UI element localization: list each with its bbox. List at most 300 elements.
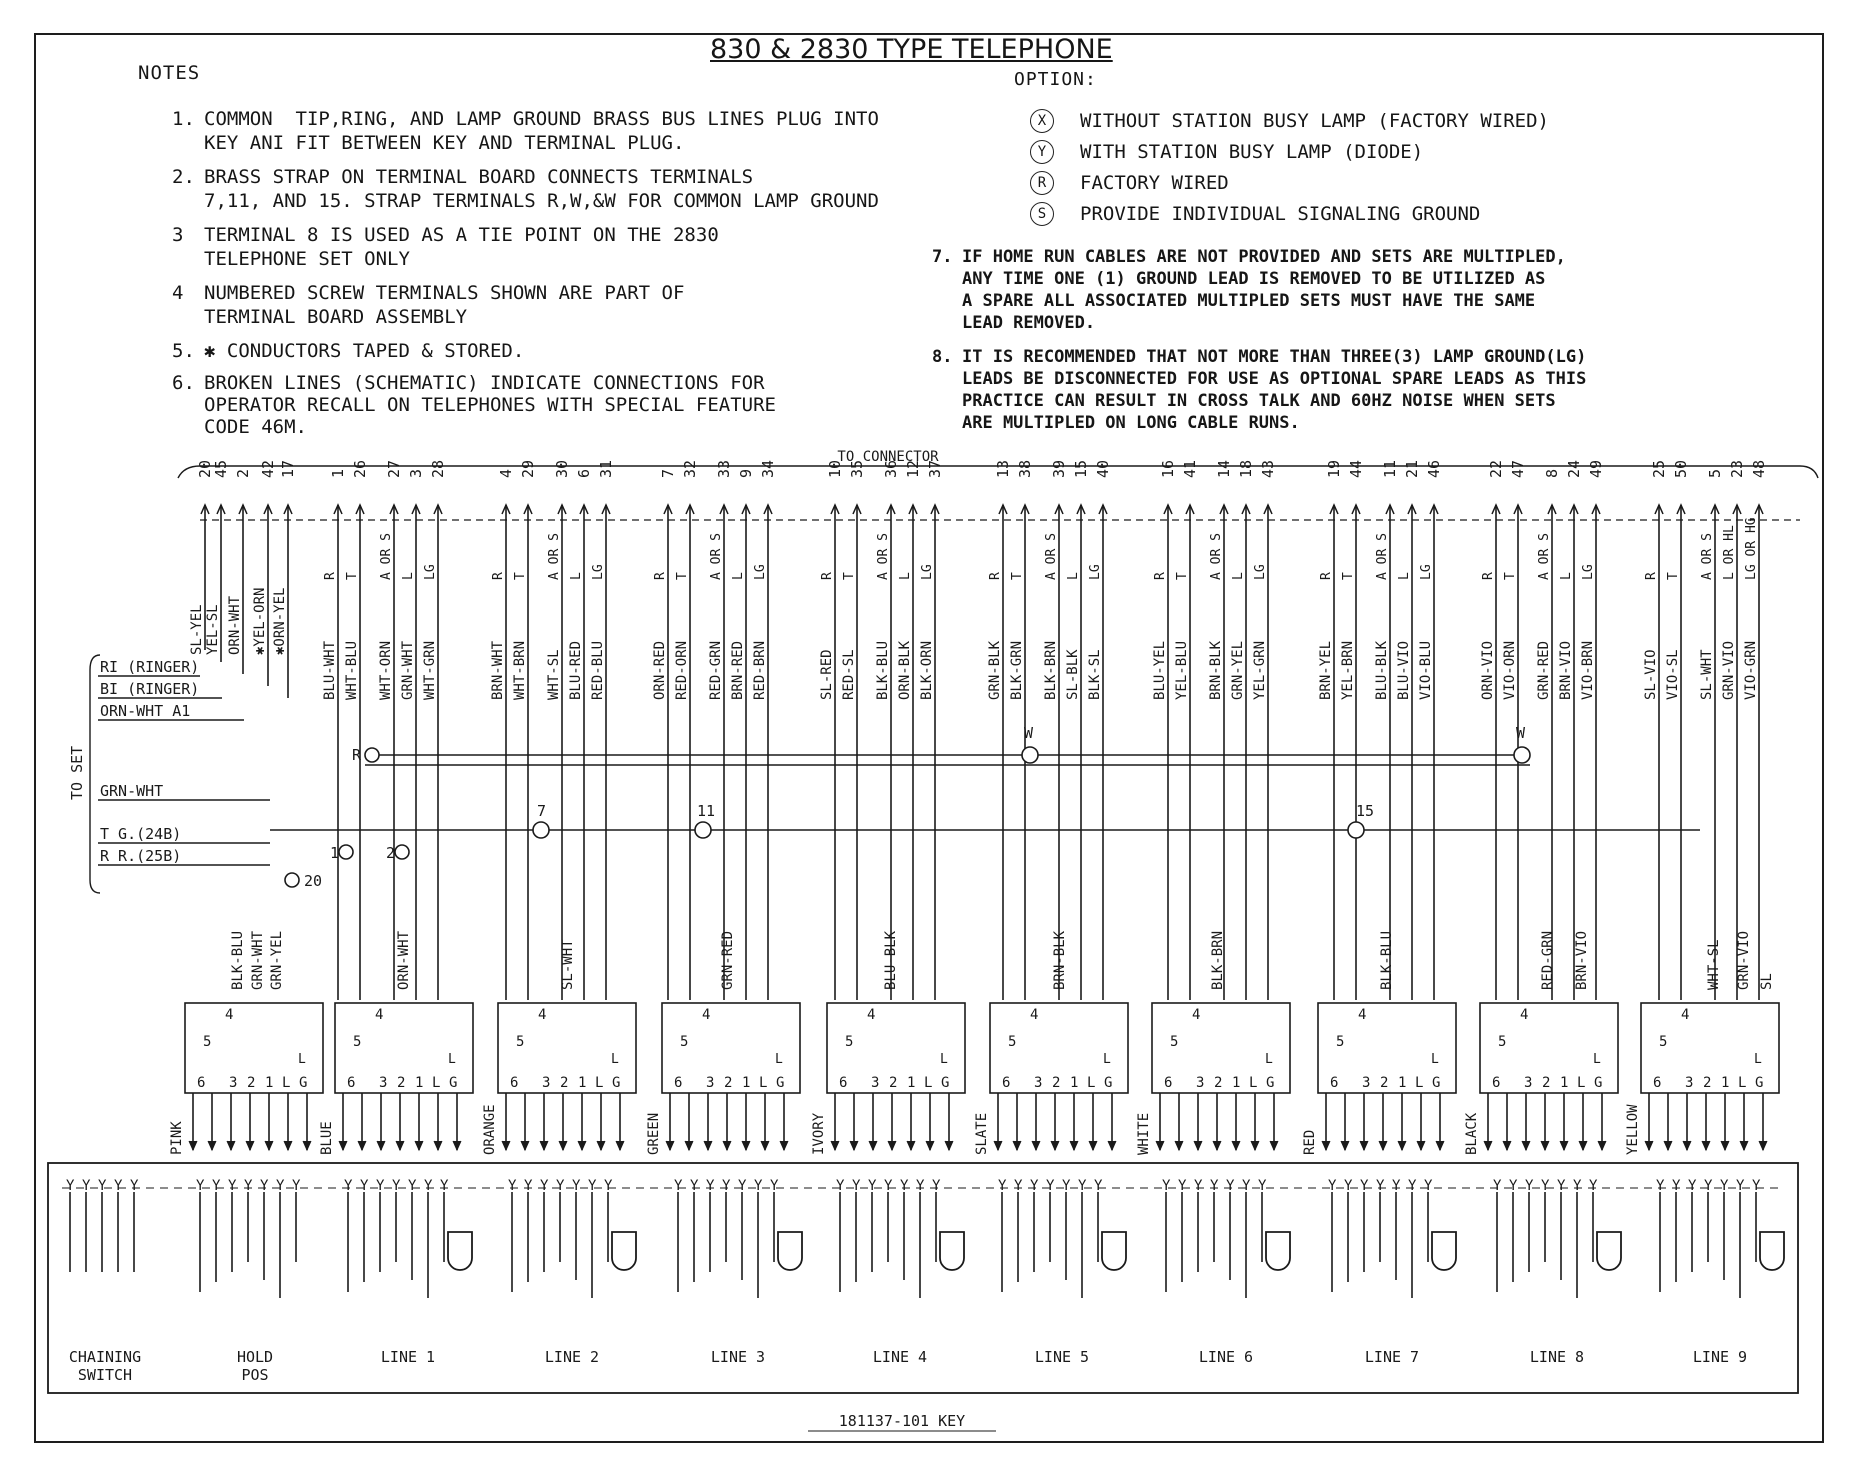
block-terminal-label: G	[612, 1075, 621, 1091]
block-terminal-label: G	[1432, 1075, 1441, 1091]
option-text: WITH STATION BUSY LAMP (DIODE)	[1080, 141, 1424, 163]
block-terminal-label: L	[282, 1075, 291, 1091]
wire-color-label: ORN-WHT	[227, 595, 243, 655]
block-terminal-label: 6	[674, 1075, 683, 1091]
connector-pin-number: 40	[1094, 459, 1112, 478]
block-terminal-label: 1	[578, 1075, 587, 1091]
arrow-down-icon	[1436, 1141, 1444, 1150]
block-terminal-label: 6	[1330, 1075, 1339, 1091]
connector-pin-number: 38	[1016, 459, 1034, 478]
key-contact-icon: Y	[98, 1178, 107, 1194]
key-contact-icon: Y	[1178, 1178, 1187, 1194]
connector-pin-number: 26	[351, 459, 369, 478]
arrow-down-icon	[994, 1141, 1002, 1150]
wire-color-label: RED-SL	[841, 649, 857, 700]
block-terminal-label: 6	[197, 1075, 206, 1091]
key-contact-icon: Y	[1541, 1178, 1550, 1194]
lead-function-label: T	[675, 572, 690, 580]
key-contact-icon: Y	[292, 1178, 301, 1194]
arrow-down-icon	[1360, 1141, 1368, 1150]
wire-color-label: BLU-YEL	[1152, 640, 1168, 700]
wire-color-label: VIO-BRN	[1580, 640, 1596, 700]
option-symbol: X	[1030, 109, 1054, 133]
key-position-label: LINE 1	[380, 1348, 436, 1366]
set-lead-label: GRN-WHT	[100, 782, 164, 800]
lead-function-label: R	[491, 572, 506, 580]
lead-function-label: T	[513, 572, 528, 580]
connector-pin-number: 6	[575, 468, 593, 478]
wire-color-label: RED-ORN	[674, 640, 690, 700]
connector-pin-number: 10	[826, 459, 844, 478]
connector-pin-number: 16	[1159, 459, 1177, 478]
arrow-down-icon	[559, 1141, 567, 1150]
arrow-down-icon	[1108, 1141, 1116, 1150]
key-contact-icon: Y	[1376, 1178, 1385, 1194]
lamp-icon	[1597, 1232, 1621, 1270]
lead-function-label: T	[842, 572, 857, 580]
lead-function-label: R	[1481, 572, 1496, 580]
note-line: OPERATOR RECALL ON TELEPHONES WITH SPECIAL FEATURE	[204, 394, 776, 416]
lead-function-label: A OR S	[1044, 533, 1059, 580]
block-terminal-label: 2	[247, 1075, 256, 1091]
arrow-down-icon	[597, 1141, 605, 1150]
block-terminal-l: L	[1754, 1052, 1762, 1067]
arrow-down-icon	[1598, 1141, 1606, 1150]
block-terminal-label: 6	[347, 1075, 356, 1091]
block-terminal-label: L	[1415, 1075, 1424, 1091]
key-contact-icon: Y	[1094, 1178, 1103, 1194]
wire-color-label: YEL-BLU	[1174, 640, 1190, 700]
wire-color-label: WHT-BRN	[512, 640, 528, 700]
lead-function-label: A OR S	[1537, 533, 1552, 580]
wire-color-label: WHT-ORN	[378, 640, 394, 700]
lower-wire-label: BLU-BLK	[883, 930, 899, 990]
block-terminal-label: 2	[724, 1075, 733, 1091]
arrow-down-icon	[1740, 1141, 1748, 1150]
arrow-down-icon	[578, 1141, 586, 1150]
lead-function-label: L	[1397, 572, 1412, 580]
connector-pin-number: 49	[1587, 459, 1605, 478]
key-contact-icon: Y	[1573, 1178, 1582, 1194]
note-number: 8.	[932, 347, 953, 367]
arrow-down-icon	[1270, 1141, 1278, 1150]
connector-pin-number: 13	[994, 459, 1012, 478]
lead-function-label: T	[1503, 572, 1518, 580]
block-terminal-label: 1	[1398, 1075, 1407, 1091]
key-contact-icon: Y	[244, 1178, 253, 1194]
block-terminal-label: L	[595, 1075, 604, 1091]
arrow-down-icon	[1379, 1141, 1387, 1150]
connector-pin-number: 35	[848, 459, 866, 478]
arrow-down-icon	[704, 1141, 712, 1150]
note-line: LEADS BE DISCONNECTED FOR USE AS OPTIONAL SPARE LEADS AS THIS	[962, 369, 1587, 389]
wire-color-label: GRN-RED	[1536, 640, 1552, 700]
block-terminal-label: G	[1755, 1075, 1764, 1091]
lead-function-label: L	[1559, 572, 1574, 580]
key-contact-icon: Y	[1736, 1178, 1745, 1194]
key-contact-icon: Y	[1162, 1178, 1171, 1194]
connector-pin-number: 12	[904, 459, 922, 478]
connector-pin-number: 44	[1347, 459, 1365, 478]
arrow-down-icon	[540, 1141, 548, 1150]
key-position-label: CHAINING	[68, 1348, 142, 1366]
lead-function-label: T	[1010, 572, 1025, 580]
connector-pin-number: 25	[1650, 459, 1668, 478]
key-contact-icon: Y	[674, 1178, 683, 1194]
wire-color-label: SL-YEL	[189, 604, 205, 655]
wire-color-label: YEL-BRN	[1340, 640, 1356, 700]
arrow-down-icon	[1232, 1141, 1240, 1150]
lead-function-label: LG	[753, 564, 768, 580]
connector-pin-number: 30	[553, 459, 571, 478]
block-terminal-4: 4	[702, 1007, 711, 1023]
block-terminal-label: 1	[265, 1075, 274, 1091]
note-number: 7.	[932, 247, 953, 267]
block-terminal-label: 6	[1002, 1075, 1011, 1091]
block-terminal-label: 6	[839, 1075, 848, 1091]
block-color-label: ORANGE	[482, 1104, 498, 1155]
connector-pin-number: 19	[1325, 459, 1343, 478]
block-terminal-5: 5	[680, 1034, 689, 1050]
lower-wire-label: GRN-YEL	[269, 930, 285, 990]
wire-color-label: BRN-BLK	[1208, 640, 1224, 700]
wire-color-label: GRN-VIO	[1721, 640, 1737, 700]
lower-wire-label: BRN-BLK	[1052, 930, 1068, 990]
lamp-icon	[612, 1232, 636, 1270]
key-contact-icon: Y	[260, 1178, 269, 1194]
lead-function-label: A OR S	[1209, 533, 1224, 580]
lead-function-label: LG	[1581, 564, 1596, 580]
terminal-7-label: 7	[537, 802, 547, 820]
connector-pin-number: 18	[1237, 459, 1255, 478]
connector-pin-number: 17	[279, 459, 297, 478]
arrow-down-icon	[1560, 1141, 1568, 1150]
block-terminal-l: L	[775, 1052, 783, 1067]
block-terminal-label: G	[941, 1075, 950, 1091]
note-line: A SPARE ALL ASSOCIATED MULTIPLED SETS MUST HAVE THE SAME	[962, 291, 1536, 311]
lead-function-label: R	[1153, 572, 1168, 580]
wire-color-label: BLU-WHT	[322, 640, 338, 700]
block-terminal-label: 6	[1164, 1075, 1173, 1091]
block-color-label: PINK	[169, 1121, 185, 1155]
terminal-1	[339, 845, 353, 859]
wire-color-label: YEL-GRN	[1252, 640, 1268, 700]
arrow-down-icon	[358, 1141, 366, 1150]
connector-pin-number: 37	[926, 459, 944, 478]
lead-function-label: R	[820, 572, 835, 580]
arrow-down-icon	[1322, 1141, 1330, 1150]
key-contact-icon: Y	[1752, 1178, 1761, 1194]
lead-function-label: R	[1319, 572, 1334, 580]
wire-color-label: ORN-BLK	[897, 640, 913, 700]
block-terminal-4: 4	[538, 1007, 547, 1023]
arrow-down-icon	[1032, 1141, 1040, 1150]
arrow-down-icon	[303, 1141, 311, 1150]
wire-color-label: VIO-SL	[1665, 649, 1681, 700]
block-terminal-label: 1	[907, 1075, 916, 1091]
wire-color-label: RED-BRN	[752, 640, 768, 700]
connector-pin-number: 41	[1181, 459, 1199, 478]
key-contact-icon: Y	[196, 1178, 205, 1194]
lower-wire-label: SL	[1759, 973, 1775, 990]
arrow-down-icon	[377, 1141, 385, 1150]
arrow-down-icon	[780, 1141, 788, 1150]
lower-wire-label: SL-WHT	[560, 939, 576, 990]
key-contact-icon: Y	[1525, 1178, 1534, 1194]
lead-function-label: L	[731, 572, 746, 580]
key-position-label: LINE 8	[1529, 1348, 1585, 1366]
terminal-w	[1022, 747, 1038, 763]
arrow-down-icon	[1213, 1141, 1221, 1150]
key-contact-icon: Y	[1226, 1178, 1235, 1194]
option-text: WITHOUT STATION BUSY LAMP (FACTORY WIRED)	[1080, 110, 1549, 132]
key-position-label: POS	[241, 1366, 269, 1384]
arrow-down-icon	[616, 1141, 624, 1150]
block-color-label: RED	[1302, 1129, 1318, 1155]
wire-color-label: SL-RED	[819, 649, 835, 700]
block-terminal-5: 5	[1659, 1034, 1668, 1050]
block-terminal-l: L	[1431, 1052, 1439, 1067]
terminal-1-label: 1	[330, 844, 340, 862]
lead-function-label: LG	[423, 564, 438, 580]
terminal-w-label: W	[1516, 724, 1526, 742]
block-terminal-l: L	[448, 1052, 456, 1067]
arrow-down-icon	[742, 1141, 750, 1150]
key-contact-icon: Y	[1424, 1178, 1433, 1194]
lead-function-label: L OR HL	[1722, 525, 1737, 580]
block-terminal-label: G	[299, 1075, 308, 1091]
lead-function-label: L	[1231, 572, 1246, 580]
arrow-down-icon	[453, 1141, 461, 1150]
wire-color-label: GRN-BLK	[987, 640, 1003, 700]
wire-color-label: BLK-SL	[1087, 649, 1103, 700]
wire-color-label: ORN-RED	[652, 640, 668, 700]
wire-color-label: VIO-ORN	[1502, 640, 1518, 700]
arrow-down-icon	[434, 1141, 442, 1150]
key-contact-icon: Y	[344, 1178, 353, 1194]
key-contact-icon: Y	[1408, 1178, 1417, 1194]
arrow-down-icon	[888, 1141, 896, 1150]
lower-wire-label: BRN-VIO	[1574, 930, 1590, 990]
arrow-down-icon	[723, 1141, 731, 1150]
block-terminal-label: 6	[1492, 1075, 1501, 1091]
key-contact-icon: Y	[1720, 1178, 1729, 1194]
key-contact-icon: Y	[754, 1178, 763, 1194]
block-terminal-l: L	[1593, 1052, 1601, 1067]
connector-pin-number: 24	[1565, 459, 1583, 478]
wire-color-label: YEL-SL	[205, 604, 221, 655]
block-terminal-label: L	[1577, 1075, 1586, 1091]
block-terminal-label: G	[1594, 1075, 1603, 1091]
block-terminal-label: L	[924, 1075, 933, 1091]
option-symbol: Y	[1030, 140, 1054, 164]
connector-pin-number: 21	[1403, 459, 1421, 478]
key-contact-icon: Y	[360, 1178, 369, 1194]
lower-wire-label: BLK-BLU	[230, 930, 246, 990]
block-terminal-label: L	[1249, 1075, 1258, 1091]
option-symbol: S	[1030, 202, 1054, 226]
arrow-down-icon	[831, 1141, 839, 1150]
connector-pin-number: 1	[329, 468, 347, 478]
wire-color-label: BRN-WHT	[490, 640, 506, 700]
connector-pin-number: 27	[385, 459, 403, 478]
terminal-r	[365, 748, 379, 762]
lead-function-label: L	[1066, 572, 1081, 580]
key-contact-icon: Y	[556, 1178, 565, 1194]
arrow-down-icon	[685, 1141, 693, 1150]
terminal-20-label: 20	[304, 872, 323, 890]
terminal-w	[1514, 747, 1530, 763]
note-line: NUMBERED SCREW TERMINALS SHOWN ARE PART OF	[204, 282, 685, 304]
block-terminal-label: 3	[1524, 1075, 1533, 1091]
block-color-label: WHITE	[1136, 1112, 1152, 1155]
key-contact-icon: Y	[212, 1178, 221, 1194]
connector-pin-number: 34	[759, 459, 777, 478]
lead-function-label: T	[1175, 572, 1190, 580]
connector-pin-number: 23	[1728, 459, 1746, 478]
key-contact-icon: Y	[276, 1178, 285, 1194]
note-line: CODE 46M.	[204, 416, 307, 438]
lead-function-label: A OR S	[1375, 533, 1390, 580]
key-contact-icon: Y	[884, 1178, 893, 1194]
key-contact-icon: Y	[66, 1178, 75, 1194]
key-position-label: LINE 3	[710, 1348, 766, 1366]
arrow-down-icon	[265, 1141, 273, 1150]
block-terminal-label: 1	[1070, 1075, 1079, 1091]
connector-pin-number: 5	[1706, 468, 1724, 478]
connector-pin-number: 20	[196, 459, 214, 478]
key-contact-icon: Y	[228, 1178, 237, 1194]
arrow-down-icon	[1522, 1141, 1530, 1150]
connector-pin-number: 2	[234, 468, 252, 478]
key-position-label: LINE 9	[1692, 1348, 1748, 1366]
note-line: 7,11, AND 15. STRAP TERMINALS R,W,&W FOR COMMON LAMP GROUND	[204, 190, 879, 212]
lower-wire-label: GRN-VIO	[1736, 930, 1752, 990]
arrow-down-icon	[502, 1141, 510, 1150]
block-terminal-5: 5	[516, 1034, 525, 1050]
key-contact-icon: Y	[82, 1178, 91, 1194]
wire-color-label: SL-BLK	[1065, 649, 1081, 700]
arrow-down-icon	[1175, 1141, 1183, 1150]
lead-function-label: A OR S	[547, 533, 562, 580]
lamp-icon	[778, 1232, 802, 1270]
lead-function-label: A OR S	[876, 533, 891, 580]
lead-function-label: A OR S	[1700, 533, 1715, 580]
connector-pin-number: 15	[1072, 459, 1090, 478]
block-terminal-label: 2	[889, 1075, 898, 1091]
connector-pin-number: 43	[1259, 459, 1277, 478]
note-number: 2.	[172, 166, 195, 188]
connector-pin-number: 47	[1509, 459, 1527, 478]
lead-function-label: LG	[920, 564, 935, 580]
arrow-down-icon	[1251, 1141, 1259, 1150]
block-terminal-label: 2	[1052, 1075, 1061, 1091]
key-contact-icon: Y	[1242, 1178, 1251, 1194]
arrow-down-icon	[907, 1141, 915, 1150]
lead-function-label: R	[1644, 572, 1659, 580]
connector-pin-number: 8	[1543, 468, 1561, 478]
wire-color-label: GRN-WHT	[400, 640, 416, 700]
set-lead-label: ORN-WHT A1	[100, 702, 191, 720]
lead-function-label: R	[653, 572, 668, 580]
wire-color-label: WHT-GRN	[422, 640, 438, 700]
connector-pin-number: 48	[1750, 459, 1768, 478]
to-set-label: TO SET	[68, 745, 86, 800]
lamp-icon	[448, 1232, 472, 1270]
lead-function-label: T	[345, 572, 360, 580]
key-contact-icon: Y	[722, 1178, 731, 1194]
block-terminal-5: 5	[845, 1034, 854, 1050]
key-contact-icon: Y	[916, 1178, 925, 1194]
key-contact-icon: Y	[1704, 1178, 1713, 1194]
key-contact-icon: Y	[1078, 1178, 1087, 1194]
block-terminal-label: G	[449, 1075, 458, 1091]
block-terminal-l: L	[940, 1052, 948, 1067]
note-line: BROKEN LINES (SCHEMATIC) INDICATE CONNECTIONS FOR	[204, 372, 765, 394]
key-contact-icon: Y	[868, 1178, 877, 1194]
note-line: KEY ANI FIT BETWEEN KEY AND TERMINAL PLUG.	[204, 132, 685, 154]
block-terminal-5: 5	[1336, 1034, 1345, 1050]
block-terminal-label: G	[1266, 1075, 1275, 1091]
block-terminal-label: 3	[229, 1075, 238, 1091]
block-terminal-label: 1	[742, 1075, 751, 1091]
block-terminal-l: L	[611, 1052, 619, 1067]
note-line: TERMINAL BOARD ASSEMBLY	[204, 306, 468, 328]
block-terminal-5: 5	[1498, 1034, 1507, 1050]
note-line: ✱ CONDUCTORS TAPED & STORED.	[204, 340, 525, 362]
note-line: IF HOME RUN CABLES ARE NOT PROVIDED AND SETS ARE MULTIPLED,	[962, 247, 1566, 267]
option-heading: OPTION:	[1014, 69, 1097, 90]
arrow-down-icon	[1051, 1141, 1059, 1150]
block-terminal-label: 2	[1214, 1075, 1223, 1091]
connector-pin-number: 22	[1487, 459, 1505, 478]
block-terminal-label: L	[432, 1075, 441, 1091]
arrow-down-icon	[850, 1141, 858, 1150]
key-position-label: SWITCH	[77, 1366, 133, 1384]
arrow-down-icon	[1683, 1141, 1691, 1150]
block-terminal-5: 5	[353, 1034, 362, 1050]
block-terminal-label: L	[1738, 1075, 1747, 1091]
block-terminal-label: 6	[510, 1075, 519, 1091]
connector-pin-number: 14	[1215, 459, 1233, 478]
key-position-label: HOLD	[236, 1348, 274, 1366]
key-contact-icon: Y	[114, 1178, 123, 1194]
key-contact-icon: Y	[770, 1178, 779, 1194]
arrow-down-icon	[1194, 1141, 1202, 1150]
set-lead-label: RI (RINGER)	[100, 658, 200, 676]
key-contact-icon: Y	[900, 1178, 909, 1194]
block-terminal-4: 4	[225, 1007, 234, 1023]
connector-pin-number: 9	[737, 468, 755, 478]
connector-pin-number: 7	[659, 468, 677, 478]
lead-function-label: A OR S	[379, 533, 394, 580]
arrow-down-icon	[869, 1141, 877, 1150]
lamp-icon	[1432, 1232, 1456, 1270]
block-terminal-label: 3	[871, 1075, 880, 1091]
terminal-11-label: 11	[697, 802, 716, 820]
block-terminal-4: 4	[1030, 1007, 1039, 1023]
lead-function-label: LG	[591, 564, 606, 580]
lower-wire-label: WHT-SL	[1706, 939, 1722, 990]
arrow-down-icon	[1579, 1141, 1587, 1150]
lead-function-label: R	[988, 572, 1003, 580]
lead-function-label: LG	[1419, 564, 1434, 580]
arrow-down-icon	[189, 1141, 197, 1150]
terminal-11	[695, 822, 711, 838]
wire-color-label: ✱ORN-YEL	[272, 587, 288, 655]
block-terminal-4: 4	[1358, 1007, 1367, 1023]
key-contact-icon: Y	[1360, 1178, 1369, 1194]
